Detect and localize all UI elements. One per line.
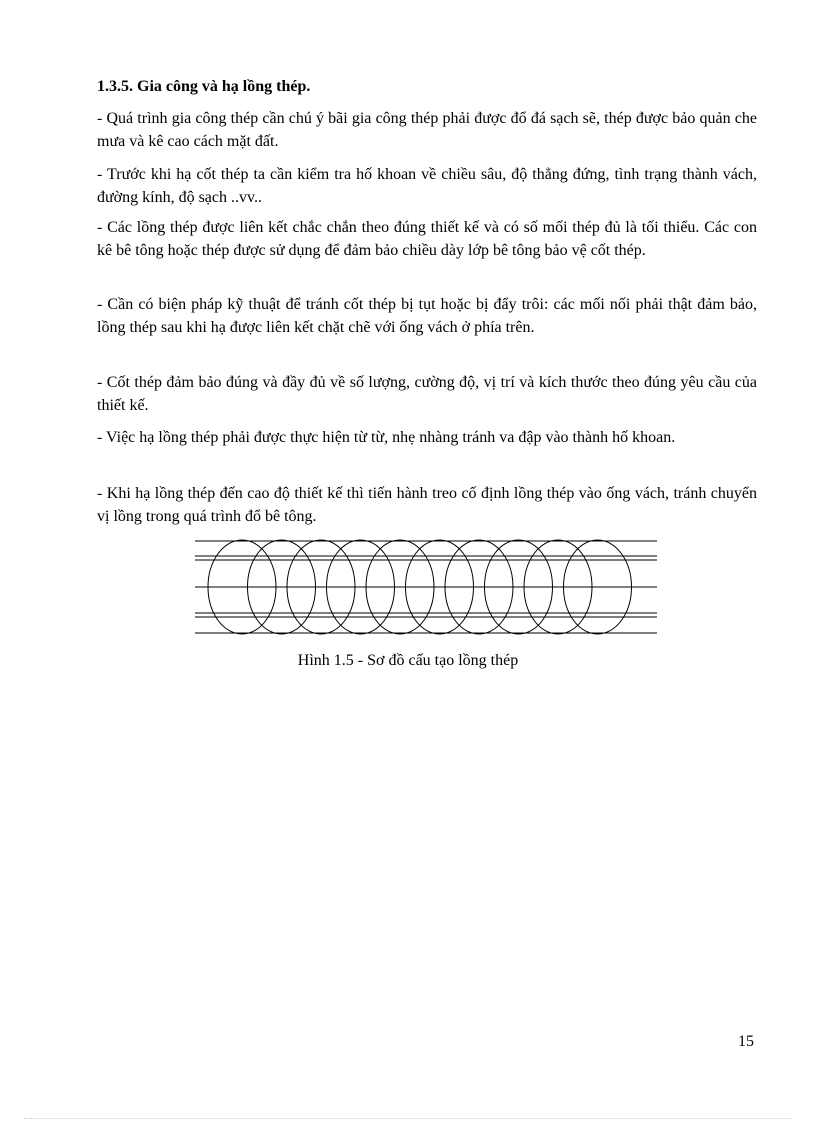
paragraph-5: - Cốt thép đảm bảo đúng và đầy đủ về số lượng, cường độ, vị trí và kích thước theo đúng yêu cầu của thiết kế.: [97, 374, 757, 414]
paragraph-7: - Khi hạ lồng thép đến cao độ thiết kế thì tiến hành treo cố định lồng thép vào ống vách, tránh chuyển vị lồng trong quá trình đổ bê tông.: [97, 485, 757, 525]
figure-caption: Hình 1.5 - Sơ đồ cấu tạo lồng thép: [297, 652, 519, 669]
paragraph-2: - Trước khi hạ cốt thép ta cần kiểm tra hố khoan về chiều sâu, độ thẳng đứng, tình trạng thành vách, đường kính, độ sạch ..vv..: [97, 166, 757, 206]
paragraph-4: - Cần có biện pháp kỹ thuật để tránh cốt thép bị tụt hoặc bị đẩy trôi: các mối nối phải thật đảm bảo, lồng thép sau khi hạ được liên kết chặt chẽ với ống vách ở phía trên.: [97, 296, 757, 336]
page-bottom-divider: [24, 1118, 792, 1119]
paragraph-3: - Các lồng thép được liên kết chắc chắn theo đúng thiết kế và có số mối thép đủ là tối thiểu. Các con kê bê tông hoặc thép được sử dụng để đảm bảo chiều dày lớp bê tông bảo vệ cốt thép.: [97, 219, 757, 259]
steel-cage-diagram: [195, 536, 660, 638]
page-number: 15: [738, 1033, 754, 1050]
section-heading: 1.3.5. Gia công và hạ lồng thép.: [97, 78, 311, 95]
paragraph-1: - Quá trình gia công thép cần chú ý bãi gia công thép phải được đổ đá sạch sẽ, thép được bảo quản che mưa và kê cao cách mặt đất.: [97, 110, 757, 150]
paragraph-6: - Việc hạ lồng thép phải được thực hiện từ từ, nhẹ nhàng tránh va đập vào thành hố khoan.: [97, 429, 676, 446]
